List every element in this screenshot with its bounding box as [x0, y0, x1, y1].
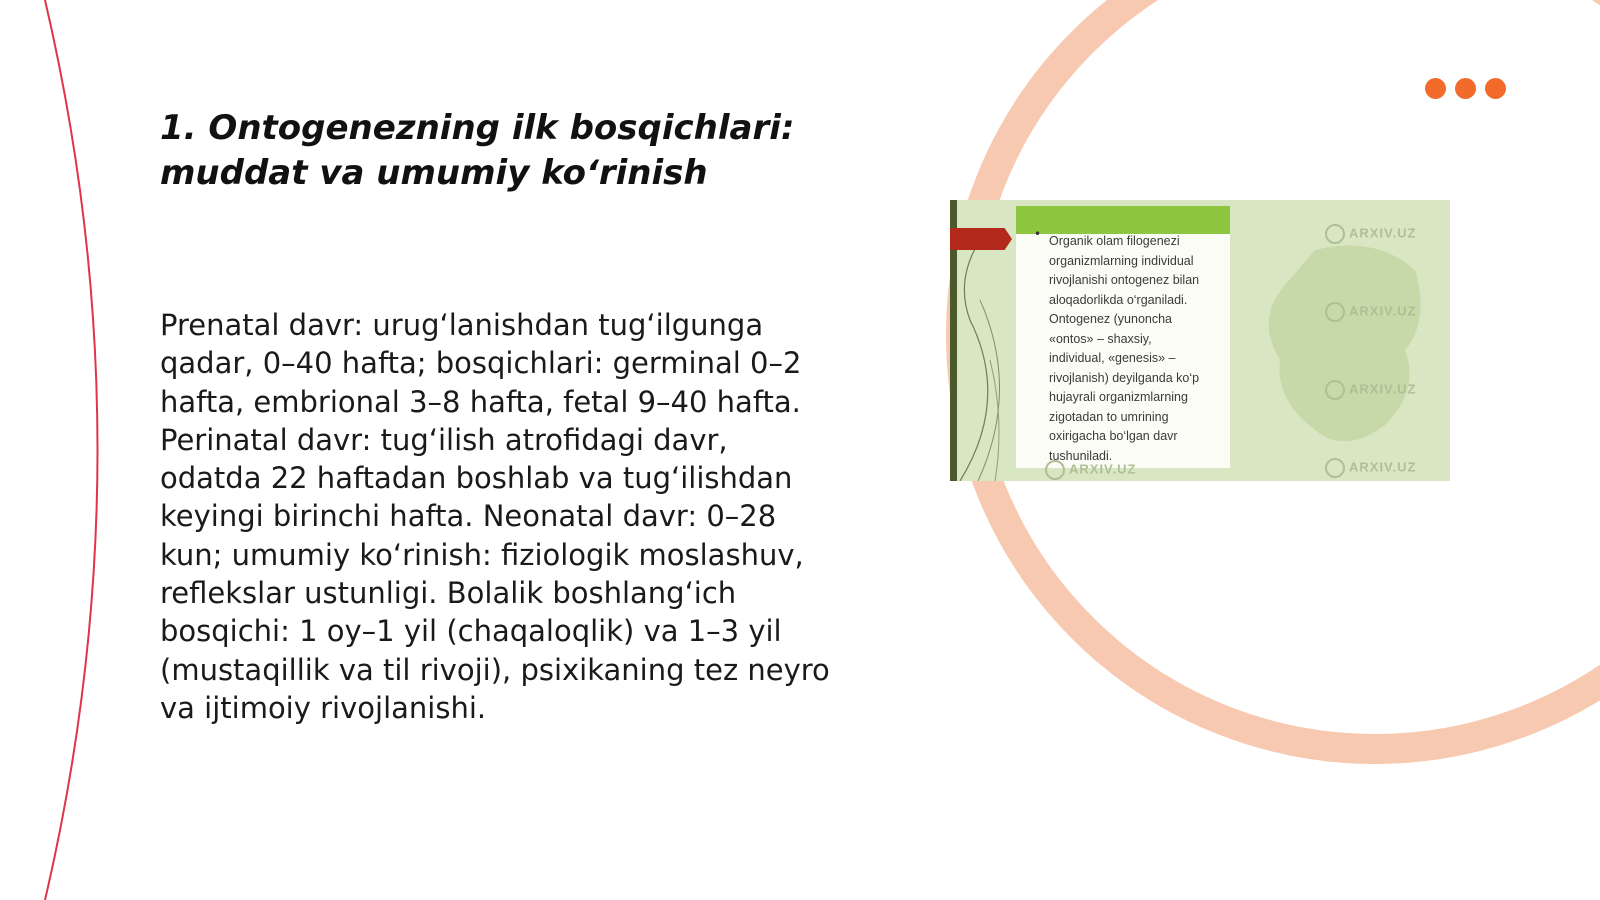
slide-body-text	[160, 306, 860, 727]
watermark: ARXIV.UZ	[1325, 380, 1416, 400]
watermark: ARXIV.UZ	[1325, 458, 1416, 478]
thumbnail-text-card	[1016, 206, 1230, 468]
slide-title	[160, 106, 800, 196]
dot-icon	[1425, 78, 1446, 99]
slide-thumbnail-image	[950, 200, 1450, 481]
dots-menu-icon	[1425, 78, 1515, 100]
title-line: muddat va umumiy ko‘rinish	[160, 153, 708, 193]
red-tab-arrow	[950, 228, 1012, 250]
body-line: Perinatal davr: tug‘ilish atrofidagi davr,	[160, 422, 728, 457]
dot-icon	[1485, 78, 1506, 99]
thumbnail-line: hujayrali organizmlarning	[1049, 390, 1188, 404]
body-line: keyingi birinchi hafta. Neonatal davr: 0–28	[160, 499, 777, 534]
watermark: ARXIV.UZ	[1325, 302, 1416, 322]
body-line: va ijtimoiy rivojlanishi.	[160, 690, 487, 725]
body-line: reflekslar ustunligi. Bolalik boshlang‘ich	[160, 576, 737, 611]
card-header-band	[1016, 206, 1230, 234]
thumbnail-line: Ontogenez (yunoncha	[1049, 312, 1173, 326]
thumbnail-line: tushuniladi.	[1049, 448, 1113, 463]
body-line: qadar, 0–40 hafta; bosqichlari: germinal 0–2	[160, 346, 802, 381]
thumbnail-line: organizmlarning individual	[1049, 253, 1194, 268]
thumbnail-text	[1049, 232, 1229, 466]
thumbnail-line: rivojlanishi ontogenez bilan	[1049, 273, 1200, 287]
bullet-icon: •	[1034, 227, 1042, 241]
body-line: odatda 22 haftadan boshlab va tug‘ilishdan	[160, 461, 793, 496]
dot-icon	[1455, 78, 1476, 99]
thumbnail-line: oxirigacha bo‘lgan davr	[1049, 429, 1178, 443]
thumbnail-line: rivojlanish) deyilganda ko‘p	[1049, 370, 1200, 385]
thumbnail-line: «ontos» – shaxsiy,	[1049, 331, 1152, 346]
thumbnail-line: aloqadorlikda o‘rganiladi.	[1049, 292, 1188, 307]
left-arc-line	[45, 0, 98, 900]
body-line: bosqichi: 1 oy–1 yil (chaqaloqlik) va 1–3 yil	[160, 614, 782, 649]
thumbnail-line: zigotadan to umrining	[1049, 409, 1169, 424]
title-line: 1. Ontogenezning ilk bosqichlari:	[160, 108, 795, 148]
body-line: Prenatal davr: urug‘lanishdan tug‘ilgunga	[160, 308, 764, 342]
watermark: ARXIV.UZ	[1325, 224, 1416, 244]
body-line: (mustaqillik va til rivoji), psixikaning tez neyro	[160, 652, 830, 687]
body-line: hafta, embrional 3–8 hafta, fetal 9–40 hafta.	[160, 384, 801, 419]
watermark: ARXIV.UZ	[1045, 460, 1136, 480]
thumbnail-line: individual, «genesis» –	[1049, 351, 1176, 365]
thumbnail-line: Organik olam filogenezi	[1049, 234, 1180, 248]
body-line: kun; umumiy ko‘rinish: fiziologik moslashuv,	[160, 537, 804, 572]
